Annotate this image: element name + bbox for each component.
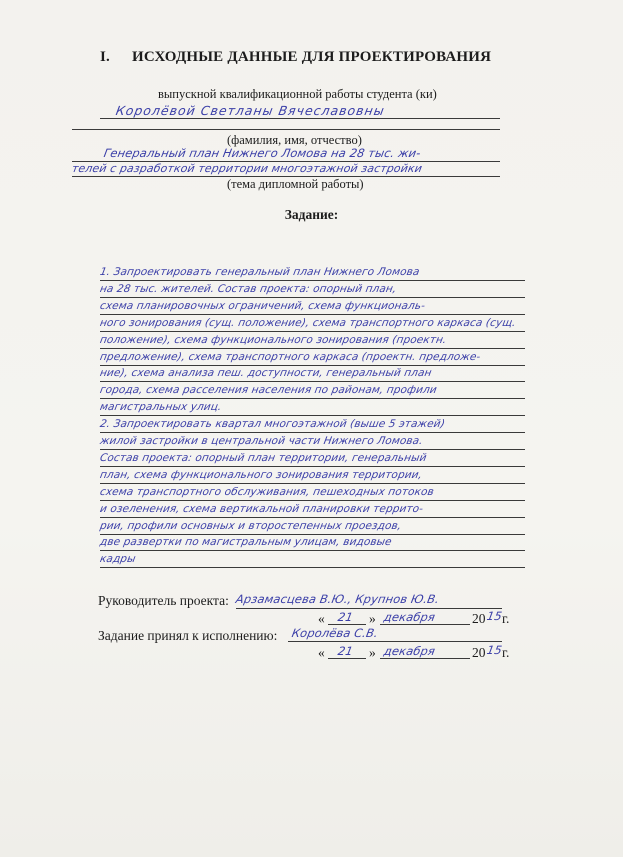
task-line: и озеленения, схема вертикальной планировки террито- — [98, 502, 425, 515]
student-caption: выпускной квалификационной работы студента (ки) — [158, 87, 437, 101]
supervisor-label: Руководитель проекта: — [98, 593, 229, 608]
task-line: жилой застройки в центральной части Нижнего Ломова. — [98, 435, 424, 447]
task-line: 1. Запроектировать генеральный план Нижнего Ломова — [98, 266, 421, 278]
task-line-rule — [100, 483, 525, 484]
task-line-rule — [100, 365, 525, 366]
name-caption: (фамилия, имя, отчество) — [227, 133, 362, 147]
acceptance-quote-close: » — [369, 645, 376, 660]
task-line-rule — [100, 534, 525, 535]
task-line: рии, профили основных и второстепенных проездов, — [98, 519, 403, 532]
task-line: ние), схема анализа пеш. доступности, генеральный план — [98, 367, 433, 380]
supervisor-line — [236, 608, 502, 609]
supervisor-year-unit: г. — [502, 611, 510, 626]
task-line-rule — [100, 348, 525, 349]
task-line: на 28 тыс. жителей. Состав проекта: опорный план, — [98, 282, 398, 295]
task-line-rule — [100, 500, 525, 501]
supervisor-year-prefix: 20 — [472, 611, 486, 626]
task-line: магистральных улиц. — [98, 401, 223, 414]
task-line: Состав проекта: опорный план территории, генеральный — [98, 451, 428, 464]
acceptance-month: декабря — [382, 644, 437, 658]
task-line: ного зонирования (сущ. положение), схема транспортного каркаса (сущ. — [98, 316, 517, 329]
acceptance-year-unit: г. — [502, 645, 510, 660]
task-line: схема планировочных ограничений, схема функциональ- — [98, 299, 427, 312]
task-line-rule — [100, 398, 525, 399]
task-line: 2. Запроектировать квартал многоэтажной (выше 5 этажей) — [98, 418, 446, 431]
task-line-rule — [100, 449, 525, 450]
task-line-rule — [100, 517, 525, 518]
supervisor-month: декабря — [382, 610, 437, 624]
supervisor-month-line — [380, 624, 470, 625]
topic-line-2: телей с разработкой территории многоэтажной застройки — [70, 162, 424, 175]
acceptance-quote-open: « — [318, 645, 325, 660]
supervisor-day: 21 — [336, 610, 355, 624]
task-line-rule — [100, 466, 525, 467]
task-line: две развертки по магистральным улицам, видовые — [98, 536, 393, 549]
task-line: кадры — [98, 553, 137, 566]
acceptance-name: Королёва С.В. — [290, 626, 380, 640]
task-line-rule — [100, 331, 525, 332]
task-line: города, схема расселения населения по районам, профили — [98, 384, 438, 397]
section-heading — [100, 49, 491, 66]
task-line-rule — [100, 280, 525, 281]
student-name: Королёвой Светланы Вячеславовны — [114, 103, 387, 118]
acceptance-day-line — [328, 658, 366, 659]
task-line-rule — [100, 314, 525, 315]
acceptance-label: Задание принял к исполнению: — [98, 628, 278, 643]
task-line: положение), схема функционального зонирования (проектн. — [98, 333, 448, 346]
task-line-rule — [100, 567, 525, 568]
student-name-line — [100, 118, 500, 119]
task-line: план, схема функционального зонирования территории, — [98, 468, 424, 481]
supervisor-quote-open: « — [318, 611, 325, 626]
acceptance-line — [288, 641, 502, 642]
task-line: схема транспортного обслуживания, пешеходных потоков — [98, 485, 435, 498]
task-line-rule — [100, 381, 525, 382]
task-line-rule — [100, 297, 525, 298]
acceptance-year-suffix: 15 — [485, 643, 504, 657]
task-line-rule — [100, 415, 525, 416]
supervisor-quote-close: » — [369, 611, 376, 626]
task-line-rule — [100, 550, 525, 551]
supervisor-names: Арзамасцева В.Ю., Крупнов Ю.В. — [234, 592, 441, 606]
section-title: ИСХОДНЫЕ ДАННЫЕ ДЛЯ ПРОЕКТИРОВАНИЯ — [131, 49, 492, 65]
supervisor-day-line — [328, 624, 366, 625]
topic-line-1: Генеральный план Нижнего Ломова на 28 тыс. жи- — [102, 146, 422, 160]
acceptance-day: 21 — [336, 644, 355, 658]
acceptance-year-prefix: 20 — [472, 645, 486, 660]
student-name-line-2 — [72, 129, 500, 130]
section-number: I. — [100, 49, 110, 65]
topic-caption: (тема дипломной работы) — [227, 177, 364, 191]
supervisor-year-suffix: 15 — [485, 609, 504, 623]
task-title: Задание: — [284, 207, 339, 222]
acceptance-month-line — [380, 658, 470, 659]
task-line-rule — [100, 432, 525, 433]
task-line: предложение), схема транспортного каркаса (проектн. предложе- — [98, 350, 482, 363]
